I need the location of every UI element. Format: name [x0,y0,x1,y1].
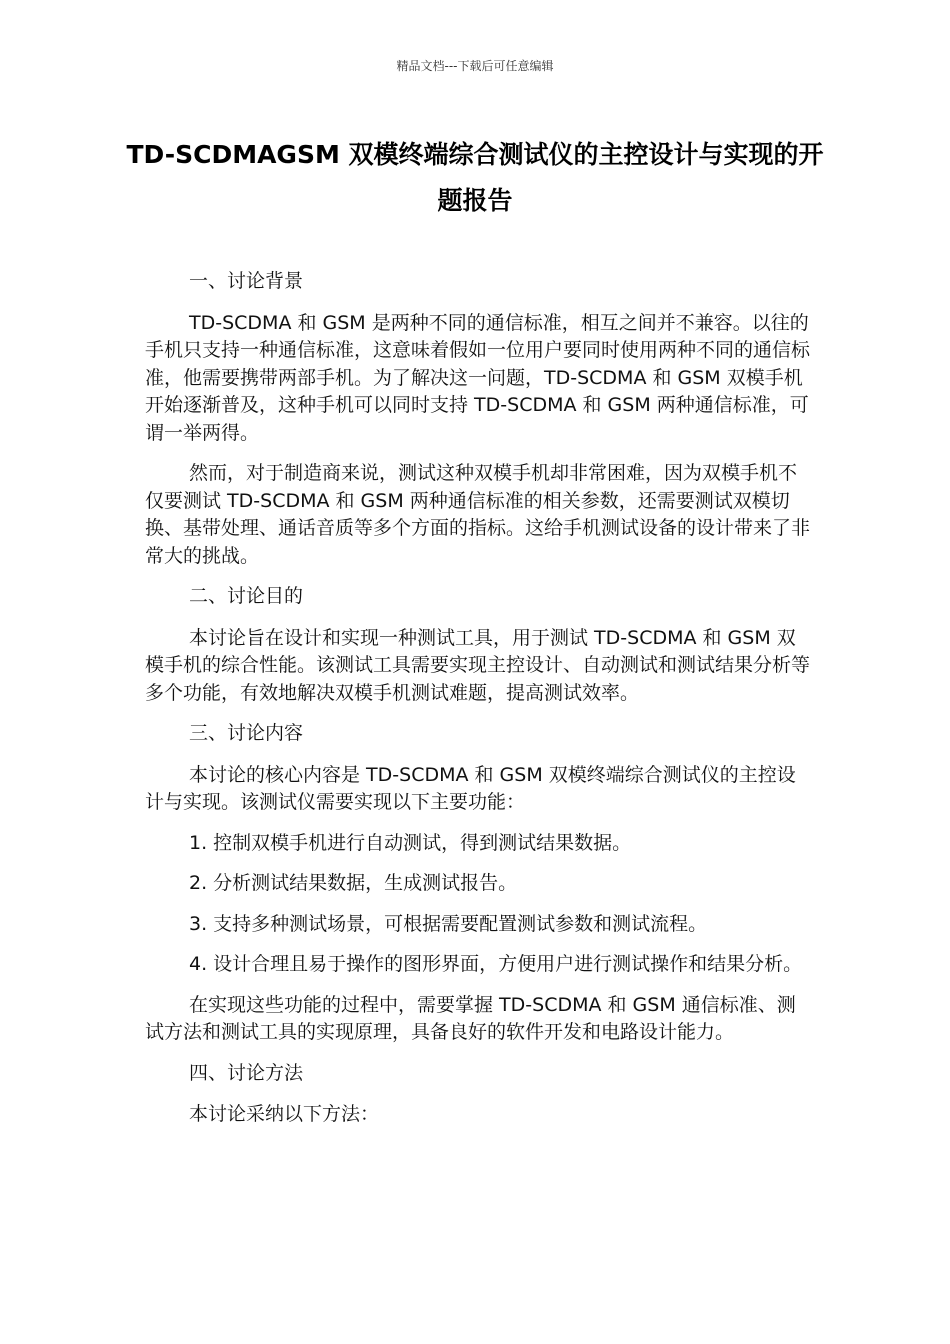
section-heading-purpose: 二、讨论目的 [189,585,304,607]
paragraph: 然而，对于制造商来说，测试这种双模手机却非常困难，因为双模手机不仅要测试 TD-SCDMA 和 GSM 两种通信标准的相关参数，还需要测试双模切换、基带处理、通话音质等多个方面的指标。这给手机测试设备的设计带来了非常大的挑战。 [145,462,811,567]
paragraph: 本讨论旨在设计和实现一种测试工具，用于测试 TD-SCDMA 和 GSM 双模手机的综合性能。该测试工具需要实现主控设计、自动测试和测试结果分析等多个功能，有效地解决双模手机测试难题，提高测试效率。 [145,626,811,704]
header-note: 精品文档---下载后可任意编辑 [396,59,554,73]
list-item: 1. 控制双模手机进行自动测试，得到测试结果数据。 [189,831,632,854]
list-item: 4. 设计合理且易于操作的图形界面，方便用户进行测试操作和结果分析。 [189,953,803,975]
paragraph: 在实现这些功能的过程中，需要掌握 TD-SCDMA 和 GSM 通信标准、测试方法和测试工具的实现原理，具备良好的软件开发和电路设计能力。 [145,993,796,1043]
document-title: TD-SCDMAGSM 双模终端综合测试仪的主控设计与实现的开题报告 [126,140,824,215]
list-item: 2. 分析测试结果数据，生成测试报告。 [189,872,518,894]
section-heading-content: 三、讨论内容 [189,722,304,744]
paragraph: 本讨论的核心内容是 TD-SCDMA 和 GSM 双模终端综合测试仪的主控设计与实现。该测试仪需要实现以下主要功能： [145,763,796,813]
section-heading-background: 一、讨论背景 [189,270,304,292]
paragraph: 本讨论采纳以下方法： [189,1103,380,1125]
list-item: 3. 支持多种测试场景，可根据需要配置测试参数和测试流程。 [189,912,708,935]
document-body [145,268,813,1142]
paragraph: TD-SCDMA 和 GSM 是两种不同的通信标准，相互之间并不兼容。以往的手机只支持一种通信标准，这意味着假如一位用户要同时使用两种不同的通信标准，他需要携带两部手机。为了解决这一问题，TD-SCDMA 和 GSM 双模手机开始逐渐普及，这种手机可以同时支持 TD-SCDMA 和 GSM 两种通信标准，可谓一举两得。 [145,311,811,444]
section-heading-method: 四、讨论方法 [189,1061,304,1084]
